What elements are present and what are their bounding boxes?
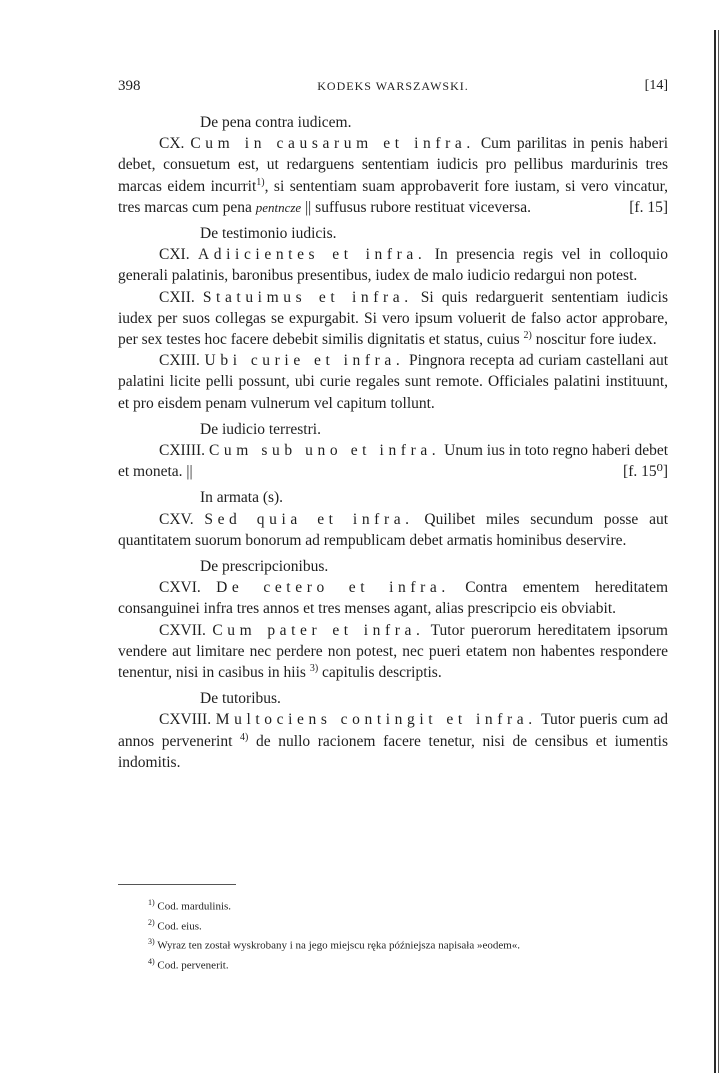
chapter-text: de nullo racionem facere tenetur, nisi de censibus et iumentis indomitis. (118, 732, 668, 771)
chapter-cxi (118, 244, 668, 286)
italic-word: pentncze (255, 199, 302, 215)
section-heading: De pena contra iudicem. (200, 114, 352, 131)
footnote-ref: 4) (240, 731, 249, 743)
footnote-item (148, 954, 668, 974)
chapter-number: CXII. (159, 288, 195, 306)
chapter-text: Contra ementem hereditatem consanguinei infra tres annos et tres menses agant, alias prescripcio eis obviabit. (118, 579, 669, 618)
chapter-text: Pingnora recepta ad curiam castellani aut palatini licite pelli possunt, ubi curie regales sunt remote. Officiales palatini instituunt, et pro eisdem penam vulnerum vel capitum tollunt. (118, 352, 669, 412)
chapter-incipit: Ubi curie et infra. (204, 352, 405, 370)
chapter-text: || suffusus rubore (305, 198, 411, 216)
footnote-text: Cod. pervenerit. (157, 959, 229, 972)
chapter-cxv (118, 509, 668, 551)
footnote-ref: 3) (309, 662, 319, 674)
chapter-incipit: Adiicientes et infra. (198, 246, 427, 264)
section-heading: In armata (s). (200, 489, 284, 507)
chapter-cxiiii (118, 440, 668, 482)
footnote-text: Cod. eius. (157, 920, 202, 933)
footnote-item (148, 915, 668, 935)
page-edge-line (714, 30, 716, 1073)
footnote-mark: 1) (148, 898, 155, 907)
chapter-text: capitulis descriptis. (322, 664, 442, 682)
footnote-mark: 4) (148, 956, 155, 966)
running-title: KODEKS WARSZAWSKI. (317, 79, 469, 93)
page-number: 398 (118, 78, 141, 94)
footnote-item (148, 934, 668, 954)
chapter-incipit: Cum pater et infra. (212, 621, 425, 639)
footnote-separator (118, 884, 236, 885)
chapter-text: , si sententiam suam approbaverit fore iustam, si vero vincatur, tres marcas cum pena (118, 177, 669, 216)
footnote-mark: 2) (148, 917, 155, 927)
running-header (118, 78, 668, 100)
chapter-text: restituat viceversa. (414, 198, 531, 216)
chapter-number: CX. (159, 135, 185, 153)
chapter-cx (118, 133, 668, 218)
page-edge-line-outer (718, 30, 719, 1073)
main-text (118, 112, 668, 773)
chapter-text: Cum parilitas in penis haberi debet, consuetum est, ut redarguens sententiam iudicis pro pellibus mardurinis tres marcas eidem incurrit (118, 135, 669, 195)
footnotes (148, 895, 668, 974)
section-heading: De iudicio terrestri. (200, 420, 321, 438)
chapter-text: noscitur fore iudex. (535, 331, 657, 349)
chapter-text: In presencia regis vel in colloquio generali palatinis, baronibus presentibus, iudex de malo iudicio redargui non potest. (118, 246, 668, 285)
chapter-incipit: Multociens contingit et infra. (215, 711, 537, 729)
chapter-incipit: De cetero et infra. (216, 579, 450, 597)
chapter-number: CXVII. (159, 621, 206, 639)
footnote-text: Wyraz ten został wyskrobany i na jego miejscu ręka późniejsza napisała »eodem«. (157, 939, 521, 952)
section-heading: De testimonio iudicis. (200, 225, 337, 243)
chapter-number: CXV. (159, 510, 194, 528)
folio-mark: [f. 15⁰] (623, 463, 668, 481)
section-heading: De tutoribus. (200, 690, 281, 708)
chapter-text: Si quis redarguerit sententiam iudicis iudex per suos collegas se expurgabit. Si vero ipsum voluerit de falso actor approbare, per sex testes hoc facere debebit similis dignitatis et status, cuius (118, 288, 669, 349)
chapter-incipit: Statuimus et infra. (202, 288, 413, 306)
chapter-number: CXVIII. (159, 711, 212, 729)
chapter-cxviii (118, 709, 668, 773)
chapter-text: Unum ius in toto regno haberi debet et moneta. || (118, 442, 669, 481)
footnote-item (148, 895, 668, 915)
chapter-incipit: Cum in causarum et infra. (190, 135, 475, 153)
chapter-number: CXIIII. (159, 442, 206, 460)
chapter-cxvii (118, 620, 668, 684)
chapter-incipit: Cum sub uno et infra. (208, 442, 441, 460)
chapter-number: CXIII. (159, 352, 200, 370)
chapter-incipit: Sed quia et infra. (204, 510, 414, 528)
footnote-text: Cod. mardulinis. (157, 900, 232, 913)
footnote-ref: 1) (256, 176, 265, 188)
chapter-number: CXI. (159, 246, 190, 264)
section-mark: [14] (644, 78, 668, 93)
footnote-mark: 3) (148, 937, 155, 947)
chapter-cxiii (118, 350, 668, 414)
chapter-text: Quilibet miles secundum posse aut quantitatem suorum bonorum ad rempublicam debet armatis hominibus deservire. (118, 510, 668, 549)
chapter-text: Tutor pueris cum ad annos pervenerint (118, 711, 669, 750)
footnote-ref: 2) (523, 329, 532, 341)
chapter-number: CXVI. (159, 579, 201, 597)
section-heading: De prescripcionibus. (200, 558, 329, 576)
chapter-cxii (118, 287, 668, 351)
chapter-text: Tutor puerorum hereditatem ipsorum vendere aut limitare nec perdere non potest, nec pueri etatem non habentes respondere tenentur, nisi in casibus in hiis (118, 621, 668, 682)
chapter-cxvi (118, 577, 668, 619)
folio-mark: [f. 15] (629, 198, 668, 216)
